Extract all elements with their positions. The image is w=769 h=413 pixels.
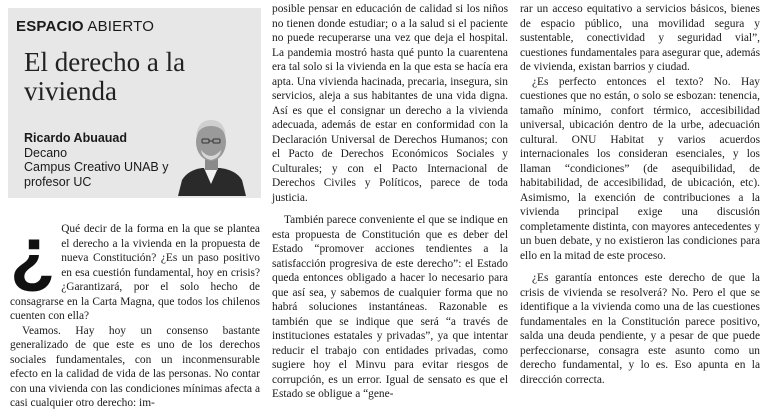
author-portrait-icon <box>174 110 248 196</box>
paragraph: También parece conveniente el que se indique en esta propuesta de Constitución que es deber del Estado “promover acciones tendientes a la satisfacción progresiva de este derecho”: el Estado queda entonces obligado a hacer lo necesario para que así sea, y sabemos de cualquier forma que no habrá soluciones instantáneas. Razonable es también que se indique que será “a través de instituciones estatales y privadas”, ya que intentar reducir el trabajo con entidades privadas, como sugiere hoy el Minvu para evitar riesgos de corrupción, es un error. Igual de sensato es que el Estado se obligue a “gene- <box>272 214 508 400</box>
article-column-1 <box>10 212 260 411</box>
paragraph: Qué decir de la forma en la que se plantea el derecho a la vivienda en la propuesta de nueva Constitución? ¿Es un paso positivo en esa cuestión fundamental, hoy en crisis? ¿Garantizará, por el solo hecho de consagrarse en la Carta Magna, que todos los chilenos cuenten con ella? <box>10 223 260 322</box>
author-affiliation: Campus Creativo UNAB y profesor UC <box>24 160 169 189</box>
paragraph: posible pensar en educación de calidad si los niños no tienen donde estudiar; o a la salud si el paciente no puede recuperarse una vez que deja el hospital. La pandemia mostró hasta qué punto la cuarentena era tal solo si la vivienda en la que esta se hacía era apta. Una vivienda hacinada, precaria, insegura, sin servicios, aleja a sus habitantes de una vida digna. Así es que el consignar un derecho a la vivienda adecuada, además de estar en conformidad con la Declaración Universal de Derechos Humanos; con el Pacto de Derechos Económicos Sociales y Culturales; y con el Pacto Internacional de Derechos Civiles y Políticos, parece de toda justicia. <box>272 3 508 204</box>
section-label-light: ABIERTO <box>87 18 155 35</box>
paragraph-gap <box>520 263 760 271</box>
article-title: El derecho a la vivienda <box>24 47 186 106</box>
paragraph: ¿Es perfecto entonces el texto? No. Hay cuestiones que no están, o solo se esbozan: tenencia, tamaño mínimo, confort térmico, accesibilidad universal, ubicación dentro de la urbe, adecuación cultural. ONU Habitat y varios acuerdos internacionales los consideran esenciales, y los llaman “condiciones” (de asequibilidad, de habitabilidad, de accesibilidad, de ubicación, etc). Asimismo, la exención de contribuciones a la vivienda principal exige una discusión completamente distinta, con mayores antecedentes y un buen debate, y no existieron las condiciones para ello en la mitad de este proceso. <box>520 75 760 262</box>
section-label-bold: ESPACIO <box>16 18 84 35</box>
paragraph: Veamos. Hay hoy un consenso bastante generalizado de que este es uno de los derechos sociales fundamentales, con un inconmensurable efecto en la calidad de vida de las personas. No contar con una vivienda con las condiciones mínimas afecta a casi cualquier otro derecho: im- <box>10 324 260 409</box>
paragraph-gap <box>272 205 508 213</box>
author-portrait-svg <box>174 110 248 196</box>
author-block <box>24 131 184 189</box>
article-column-2 <box>272 2 508 402</box>
paragraph: ¿Es garantía entonces este derecho de que la crisis de vivienda se resolverá? No. Pero el que se identifique a la vivienda como una de las cuestiones fundamentales en la Constitución parece positivo, salda una deuda pendiente, y a pesar de que puede perfeccionarse, consagra este asunto como un derecho fundamental, y lo es. Eso apunta en la dirección correcta. <box>520 272 760 386</box>
article-column-3 <box>520 2 760 387</box>
dropcap: ¿ <box>10 212 56 295</box>
author-role: Decano <box>24 145 68 160</box>
section-label <box>16 18 154 35</box>
author-name: Ricardo Abuauad <box>24 131 128 145</box>
paragraph: rar un acceso equitativo a servicios básicos, bienes de espacio público, una movilidad segura y sustentable, conectividad y seguridad vial”, cuestiones fundamentales para asegurar que, además de vivienda, existan barrios y ciudad. <box>520 3 760 73</box>
